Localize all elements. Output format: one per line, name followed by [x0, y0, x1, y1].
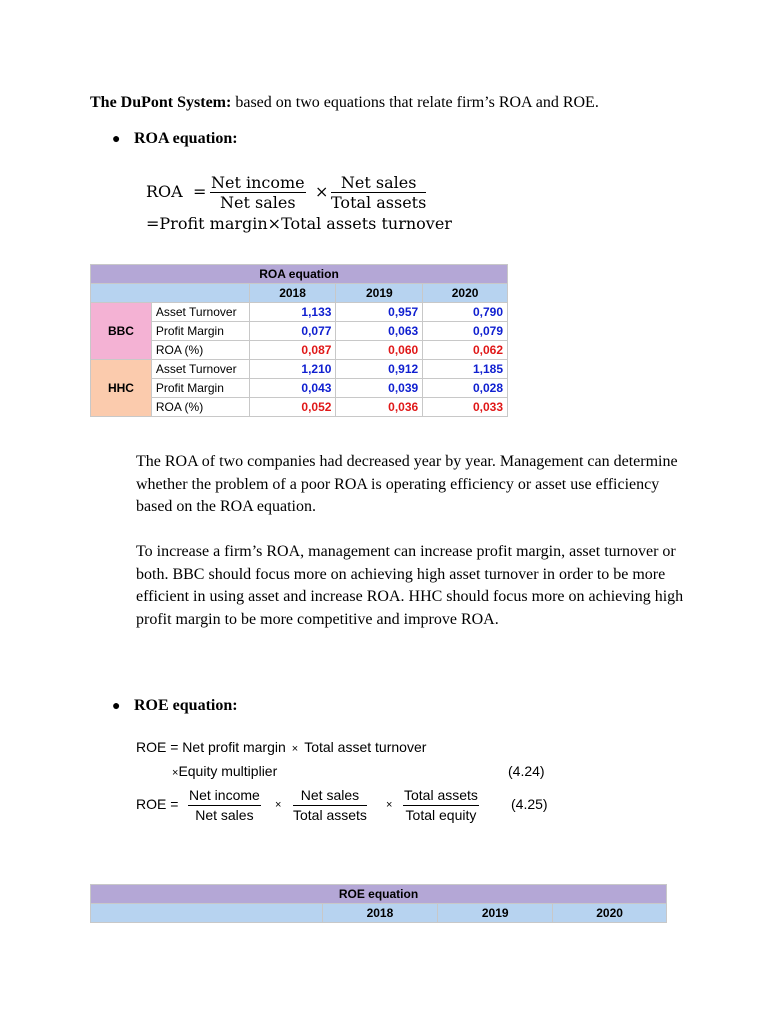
table-cell: 0,912 [336, 360, 423, 379]
table-row [91, 398, 508, 417]
roe-line1-text: ROE = Net profit margin [136, 739, 286, 755]
table-cell: 0,033 [423, 398, 508, 417]
roa-f2-num: Net sales [331, 173, 426, 193]
table-cell: 0,087 [249, 341, 336, 360]
roe-f1-den: Net sales [195, 807, 254, 823]
intro-rest: based on two equations that relate firm’s ROA and ROE. [231, 94, 599, 111]
table-row [91, 303, 508, 322]
roe-f1-num: Net income [188, 786, 261, 806]
table-cell: 1,210 [249, 360, 336, 379]
roa-f1-den: Net sales [220, 193, 296, 212]
row-label: ROA (%) [151, 341, 249, 360]
roa-formula [0, 0, 768, 240]
roa-lhs: ROA [146, 182, 183, 201]
eq-number-425: (4.25) [511, 796, 548, 812]
roe-fraction-3 [403, 786, 479, 825]
paragraph-roa-decrease: The ROA of two companies had decreased year by year. Management can determine whether the problem of a poor ROA is operating efficiency or asset use efficiency based on the ROA equation. [136, 453, 678, 515]
roa-table-year-row [91, 284, 508, 303]
roe-eq-424-line2 [172, 763, 277, 779]
table-row [91, 379, 508, 398]
row-label: Profit Margin [151, 322, 249, 341]
eq-number-424: (4.24) [508, 763, 545, 779]
table-cell: 0,052 [249, 398, 336, 417]
roa-times: × [315, 182, 329, 201]
row-label: Asset Turnover [151, 360, 249, 379]
table-row [91, 322, 508, 341]
roa-table [90, 264, 508, 417]
roa-fraction-1 [210, 173, 306, 212]
bullet-dot-icon: ● [112, 132, 121, 147]
table-cell: 0,028 [423, 379, 508, 398]
company-bbc: BBC [91, 303, 152, 360]
roe-f3-den: Total equity [405, 807, 477, 823]
bullet-roa-label: ROA equation: [134, 130, 238, 147]
roe-f2-den: Total assets [293, 807, 367, 823]
roa-table-title-row [91, 265, 508, 284]
roe-table-year-row [91, 904, 667, 923]
roe-table-title-row [91, 885, 667, 904]
roe-year-2019: 2019 [438, 904, 553, 923]
roa-fraction-2 [331, 173, 426, 212]
table-cell: 1,133 [249, 303, 336, 322]
roe-table [90, 884, 667, 923]
table-cell: 0,063 [336, 322, 423, 341]
roa-f1-num: Net income [211, 173, 305, 192]
roe-times-4: × [386, 799, 393, 811]
roe-year-2020: 2020 [553, 904, 667, 923]
roe-fraction-1 [188, 786, 261, 825]
roa-table-title: ROA equation [91, 265, 508, 284]
roe-eq-425-lhs: ROE = [136, 796, 179, 812]
table-cell: 0,039 [336, 379, 423, 398]
table-cell: 0,036 [336, 398, 423, 417]
roe-line2-text: Equity multiplier [178, 763, 278, 779]
table-cell: 0,060 [336, 341, 423, 360]
paragraph-increase-roa: To increase a firm’s ROA, management can increase profit margin, asset turnover or both. BBC should focus more on achieving high asset turnover in order to be more efficient in using asset and increase ROA. HHC should focus more on achieving high profit margin to be more competitive and improve ROA. [136, 543, 684, 628]
table-cell: 0,043 [249, 379, 336, 398]
roa-year-2018: 2018 [249, 284, 336, 303]
intro-bold: The DuPont System: [90, 94, 232, 111]
roe-times-3: × [275, 799, 282, 811]
company-hhc: HHC [91, 360, 152, 417]
table-cell: 0,957 [336, 303, 423, 322]
roa-equals: = [193, 182, 207, 201]
table-cell: 0,077 [249, 322, 336, 341]
bullet-roe-label: ROE equation: [134, 697, 238, 714]
roa-table-year-blank [91, 284, 250, 303]
roa-line2: =Profit margin×Total assets turnover [146, 214, 452, 233]
table-cell: 0,062 [423, 341, 508, 360]
roa-year-2020: 2020 [423, 284, 508, 303]
row-label: Asset Turnover [151, 303, 249, 322]
bullet-dot-icon: ● [112, 699, 121, 714]
roe-table-year-blank [91, 904, 323, 923]
roe-f3-num: Total assets [403, 786, 479, 806]
row-label: ROA (%) [151, 398, 249, 417]
table-row [91, 360, 508, 379]
roe-line1b-text: Total asset turnover [304, 739, 427, 755]
roe-times-1: × [291, 743, 299, 755]
roe-fraction-2 [293, 786, 367, 825]
roe-year-2018: 2018 [322, 904, 438, 923]
roa-f2-den: Total assets [331, 193, 427, 212]
roa-year-2019: 2019 [336, 284, 423, 303]
table-row [91, 341, 508, 360]
roe-f2-num: Net sales [293, 786, 367, 806]
table-cell: 0,079 [423, 322, 508, 341]
table-cell: 0,790 [423, 303, 508, 322]
roe-eq-424-line1 [136, 739, 426, 755]
row-label: Profit Margin [151, 379, 249, 398]
roe-times-2: × [172, 767, 179, 779]
bullet-roe [112, 697, 238, 715]
roe-table-title: ROE equation [91, 885, 667, 904]
table-cell: 1,185 [423, 360, 508, 379]
